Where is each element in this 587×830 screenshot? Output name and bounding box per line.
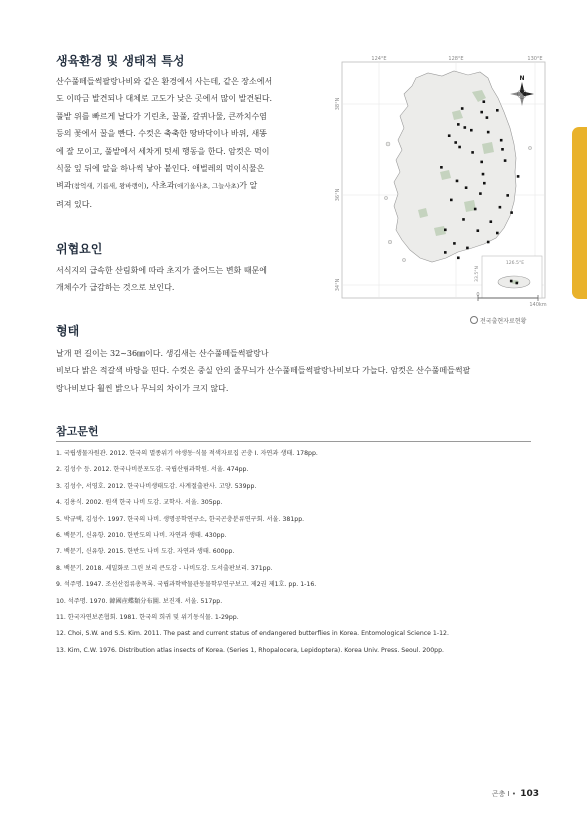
occurrence-point <box>448 134 451 137</box>
footer-section: 곤충 I <box>491 790 510 798</box>
habitat-line: 산수풀떼들썩팔랑나비와 같은 환경에서 사는데, 같은 장소에서 <box>56 77 273 86</box>
habitat-line: 풀밭 위를 빠르게 날다가 기린초, 꿀풀, 갈퀴나물, 큰까치수염 <box>56 111 267 121</box>
island <box>402 258 405 261</box>
occurrence-point <box>480 111 483 114</box>
occurrence-point <box>486 116 489 119</box>
reference-item: 4. 김용식. 2002. 원색 한국 나비 도감. 교학사. 서울. 305pp. <box>56 499 223 507</box>
occurrence-point <box>483 100 486 103</box>
occurrence-point <box>490 220 493 223</box>
reference-item: 2. 김성수 등. 2012. 한국나비분포도감. 국립산림과학원. 서울. 474pp. <box>56 466 249 474</box>
form-line: 랑나비보다 훨씬 밝으나 무늬의 차이가 크지 않다. <box>56 383 229 393</box>
lon-label: 128°E <box>448 56 464 62</box>
occurrence-point <box>510 211 513 214</box>
habitat-line: 식물 잎 뒤에 알을 하나씩 낳아 붙인다. 애벌레의 먹이식물은 <box>56 164 265 174</box>
habitat-text <box>56 73 328 213</box>
occurrence-point <box>504 159 507 162</box>
threat-text <box>56 262 328 297</box>
occurrence-point <box>444 251 447 254</box>
reference-item: 10. 석주명. 1970. 韓國産蝶類分布圖. 보진재. 서울. 517pp. <box>56 597 223 605</box>
occurrence-point <box>506 194 509 197</box>
occurrence-point <box>482 173 485 176</box>
occurrence-point <box>454 141 457 144</box>
food-plant-line <box>56 177 328 195</box>
reference-item: 12. Choi, S.W. and S.S. Kim. 2011. The past and current status of endangered butterflies in Korea. Entomological Science 1-12. <box>56 630 449 638</box>
footer-bullet: • <box>511 790 516 798</box>
food-plant-end: 가 알 <box>239 181 258 191</box>
jeju-occurrence-point <box>510 280 513 283</box>
occurrence-point <box>440 166 443 169</box>
lat-label: 38°N <box>335 97 341 111</box>
reference-item: 8. 백문기. 2018. 세밀화로 그린 보리 큰도감 - 나비도감. 도서출판보리. 371pp. <box>56 564 273 572</box>
page-footer <box>492 789 539 799</box>
occurrence-point <box>453 242 456 245</box>
references-divider <box>56 441 531 442</box>
reference-item: 1. 국립생물자원관. 2012. 한국의 멸종위기 야생동·식물 적색자료집 곤충 I. 자연과 생태. 178pp. <box>56 450 318 457</box>
inset-lon-label: 126.5°E <box>505 261 525 266</box>
reference-item: 5. 박규택, 김성수. 1997. 한국의 나비. 생명공학연구소, 한국곤충분류연구회. 서울. 381pp. <box>56 515 305 523</box>
occurrence-point <box>470 129 473 132</box>
scale-label-max: 140km <box>529 302 547 308</box>
occurrence-point <box>477 229 480 232</box>
references-list <box>56 446 449 659</box>
occurrence-point <box>450 199 453 202</box>
occurrence-point <box>462 218 465 221</box>
island <box>386 142 390 146</box>
occurrence-point <box>499 206 502 209</box>
occurrence-point <box>479 192 482 195</box>
reference-item: 9. 석주명. 1947. 조선산접류총목록. 국립과학박물관동물학부연구보고. 제2권 제1호. pp. 1-16. <box>56 581 317 589</box>
habitat-heading: 생육환경 및 생태적 특성 <box>56 54 185 68</box>
occurrence-point <box>471 151 474 154</box>
page-number: 103 <box>520 789 539 799</box>
occurrence-point <box>458 146 461 149</box>
occurrence-point <box>461 107 464 110</box>
north-label: N <box>519 75 525 82</box>
food-plant-sep: , 사초과 <box>146 181 175 191</box>
jeju-occurrence-point <box>516 282 519 285</box>
lat-label: 34°N <box>335 278 341 292</box>
island <box>388 240 392 244</box>
occurrence-point <box>444 229 447 232</box>
occurrence-point <box>487 131 490 134</box>
occurrence-point <box>457 123 460 126</box>
reference-item: 3. 김성수, 서영호. 2012. 한국나비생태도감. 사계절출판사. 고양. 539pp. <box>56 482 257 490</box>
lon-label: 124°E <box>371 56 387 62</box>
habitat-line: 도 이따금 발견되나 대체로 고도가 낮은 곳에서 많이 발견된다. <box>56 94 273 104</box>
occurrence-point <box>517 175 520 178</box>
habitat-line: 등의 꽃에서 꿀을 빤다. 수컷은 축축한 땅바닥이나 바위, 새똥 <box>56 129 267 139</box>
occurrence-point <box>456 180 459 183</box>
occurrence-point <box>500 139 503 142</box>
form-text <box>56 345 536 397</box>
scale-label-min: 0 <box>476 292 480 298</box>
park-area <box>482 142 494 154</box>
occurrence-point <box>465 186 468 189</box>
lon-label: 130°E <box>527 56 543 62</box>
lat-label: 36°N <box>335 188 341 202</box>
occurrence-point <box>480 161 483 164</box>
distribution-map-svg <box>332 52 547 310</box>
occurrence-point <box>466 247 469 250</box>
chapter-side-tab <box>572 127 587 299</box>
occurrence-point <box>501 148 504 151</box>
inset-lat-label: 33.5°N <box>475 266 480 282</box>
island <box>384 196 387 199</box>
occurrence-point <box>457 257 460 260</box>
threat-heading: 위협요인 <box>56 242 103 256</box>
references-heading: 참고문헌 <box>56 425 99 438</box>
occurrence-point <box>483 182 486 185</box>
occurrence-point <box>464 126 467 129</box>
form-line: 날개 편 길이는 32~36㎜이다. 생김새는 산수풀떼들썩팔랑나 <box>56 349 269 358</box>
habitat-line: 에 잘 모이고, 풀밭에서 세차게 텃세 행동을 한다. 암컷은 먹이 <box>56 146 270 156</box>
distribution-map <box>332 52 547 310</box>
form-heading: 형태 <box>56 324 80 338</box>
form-line: 비보다 밝은 적갈색 바탕을 띤다. 수컷은 중실 안의 줄무늬가 산수풀떼들썩팔랑나비보다 가늘다. 암컷은 산수풀떼들썩팔 <box>56 366 471 376</box>
food-plant-detail-a: (참억새, 기름새, 왕바랭이) <box>71 182 147 191</box>
reference-item: 11. 한국자연보존협회. 1981. 한국의 희귀 및 위기동식물. 1-29pp. <box>56 614 239 622</box>
food-plant-family-a: 벼과 <box>56 181 72 191</box>
ulleungdo-island <box>528 146 531 149</box>
dot-circle-icon <box>470 316 478 324</box>
habitat-line: 려져 있다. <box>56 199 92 209</box>
reference-item: 7. 백문기, 신유항. 2015. 한반도 나비 도감. 자연과 생태. 600pp. <box>56 548 235 556</box>
occurrence-point <box>496 232 499 235</box>
food-plant-detail-b: (애기올사초, 그늘사초) <box>174 182 240 191</box>
occurrence-point <box>474 208 477 211</box>
threat-line: 개체수가 급감하는 것으로 보인다. <box>56 283 175 293</box>
reference-item: 6. 백문기, 신유항. 2010. 한반도의 나비. 자연과 생태. 430pp. <box>56 532 227 540</box>
occurrence-point <box>487 241 490 244</box>
reference-item: 13. Kim, C.W. 1976. Distribution atlas insects of Korea. (Series 1, Rhopalocera, Lepidoptera). Korea Univ. Press. Seoul. 200pp. <box>56 646 445 654</box>
occurrence-point <box>496 109 499 112</box>
map-caption-text: 전국출현자료현황 <box>480 318 527 325</box>
threat-line: 서식지의 급속한 산림화에 따라 초지가 줄어드는 변화 때문에 <box>56 266 267 275</box>
map-caption <box>470 316 526 325</box>
